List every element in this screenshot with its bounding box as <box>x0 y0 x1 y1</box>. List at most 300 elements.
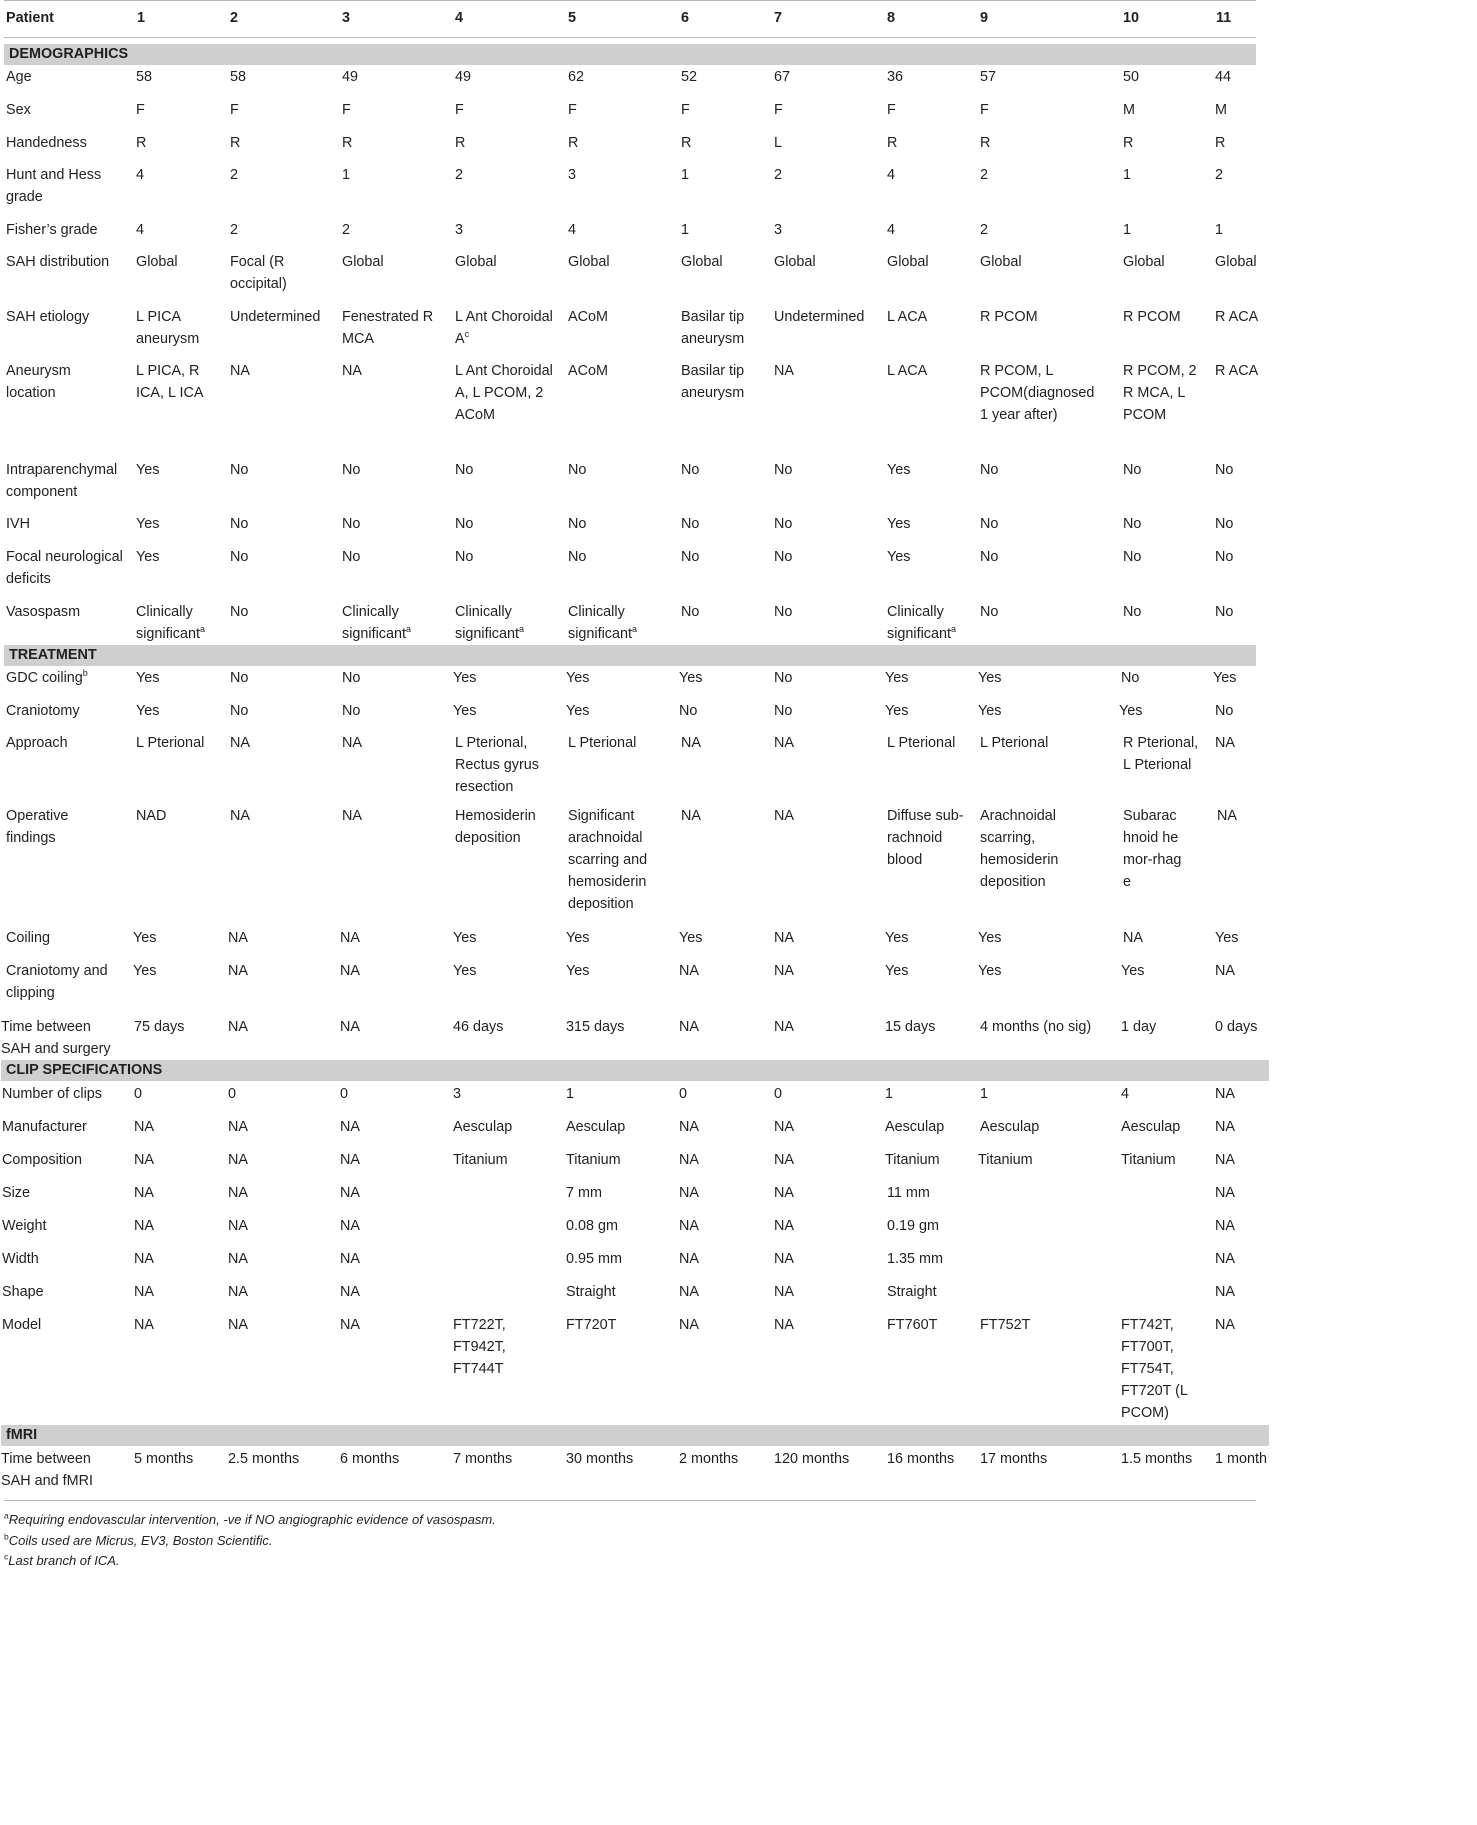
table-cell: No <box>774 670 793 686</box>
table-cell: 2 <box>1215 167 1224 183</box>
footnote-mark: b <box>82 668 88 679</box>
table-cell: 3 <box>453 1086 462 1102</box>
table-cell: 7 months <box>453 1451 513 1467</box>
table-cell: Yes <box>133 930 157 946</box>
table-cell: Yes <box>566 930 590 946</box>
table-cell: L Pterional <box>980 735 1049 751</box>
header-patient-2: 2 <box>230 10 239 26</box>
table-cell: NA <box>1215 1284 1235 1300</box>
cell-text: Clinically significant <box>136 604 200 642</box>
table-cell: No <box>342 703 361 719</box>
cell-text: Clinically significant <box>342 604 406 642</box>
table-cell: Yes <box>978 930 1002 946</box>
table-cell: NA <box>342 808 362 824</box>
table-cell: No <box>1123 462 1142 478</box>
table-cell: NA <box>228 963 248 979</box>
table-cell: NA <box>774 1185 794 1201</box>
row-label: Time between SAH and surgery <box>1 1019 111 1057</box>
row-label: Aneurysm location <box>6 363 71 401</box>
table-cell: No <box>455 462 474 478</box>
table-cell: 1 <box>566 1086 575 1102</box>
table-cell: NA <box>340 963 360 979</box>
table-cell: NA <box>774 930 794 946</box>
row-label: Weight <box>2 1218 47 1234</box>
row-label: Hunt and Hess grade <box>6 167 102 205</box>
table-cell: Yes <box>136 670 160 686</box>
table-cell: Yes <box>1119 703 1143 719</box>
table-cell: 0 <box>134 1086 143 1102</box>
table-cell: NA <box>679 1284 699 1300</box>
table-cell: 57 <box>980 69 997 85</box>
table-cell: 49 <box>342 69 359 85</box>
table-cell: Straight <box>887 1284 937 1300</box>
table-cell: Titanium <box>1121 1152 1176 1168</box>
table-cell: NA <box>342 735 362 751</box>
table-cell: NA <box>340 1317 360 1333</box>
table-cell: Yes <box>885 703 909 719</box>
table-cell: No <box>681 604 700 620</box>
table-cell: Yes <box>136 516 160 532</box>
footnote-b <box>4 1532 272 1550</box>
table-cell: R <box>681 135 692 151</box>
cell-text: L Ant Choroidal A <box>455 309 553 347</box>
table-cell: No <box>980 516 999 532</box>
table-cell: NA <box>340 1019 360 1035</box>
footnote-text: Coils used are Micrus, EV3, Boston Scientific. <box>8 1533 273 1548</box>
table-cell: Yes <box>978 670 1002 686</box>
table-cell: R PCOM <box>980 309 1038 325</box>
table-cell: No <box>980 462 999 478</box>
header-rule <box>4 37 1256 38</box>
table-cell: 4 <box>887 222 896 238</box>
table-cell: M <box>1123 102 1135 118</box>
header-patient: Patient <box>6 10 54 26</box>
table-cell: R PCOM, L PCOM(diagnosed 1 year after) <box>980 363 1095 423</box>
row-label: Intraparenchymal component <box>6 462 118 500</box>
table-cell: NA <box>134 1218 154 1234</box>
table-cell: 1 <box>980 1086 989 1102</box>
table-cell: No <box>681 549 700 565</box>
cell-text: Clinically significant <box>568 604 632 642</box>
header-patient-3: 3 <box>342 10 351 26</box>
table-cell: R <box>455 135 466 151</box>
table-cell: NA <box>679 1119 699 1135</box>
table-cell: 0 <box>774 1086 783 1102</box>
row-label: Operative findings <box>6 808 69 846</box>
table-cell: Global <box>136 254 178 270</box>
table-cell: Titanium <box>566 1152 621 1168</box>
table-cell: Titanium <box>885 1152 940 1168</box>
table-cell: NA <box>679 1152 699 1168</box>
header-patient-7: 7 <box>774 10 783 26</box>
table-cell: M <box>1215 102 1227 118</box>
table-cell: Global <box>455 254 497 270</box>
table-cell: NA <box>681 808 701 824</box>
table-cell: Focal (R occipital) <box>230 254 287 292</box>
table-cell: R <box>230 135 241 151</box>
header-patient-6: 6 <box>681 10 690 26</box>
row-label <box>6 667 88 689</box>
table-cell: NA <box>134 1251 154 1267</box>
table-cell: F <box>455 102 464 118</box>
table-cell: 4 months (no sig) <box>980 1019 1092 1035</box>
table-cell <box>455 306 555 350</box>
table-cell: 4 <box>136 167 145 183</box>
table-cell: ACoM <box>568 363 608 379</box>
table-cell: No <box>342 670 361 686</box>
table-cell: NA <box>774 735 794 751</box>
table-cell: R <box>980 135 991 151</box>
table-cell: No <box>980 549 999 565</box>
table-cell: NA <box>774 363 794 379</box>
row-label: Craniotomy <box>6 703 80 719</box>
table-cell: No <box>1215 604 1234 620</box>
table-cell: NA <box>342 363 362 379</box>
table-cell: Yes <box>679 930 703 946</box>
table-cell: NA <box>228 1152 248 1168</box>
table-cell: FT742T, FT700T, FT754T, FT720T (L PCOM) <box>1121 1317 1188 1421</box>
table-cell: Yes <box>136 462 160 478</box>
table-cell: 36 <box>887 69 904 85</box>
section-demographics-label: DEMOGRAPHICS <box>9 46 129 62</box>
footnote-mark: b <box>4 1531 9 1542</box>
table-cell: R <box>1123 135 1134 151</box>
table-cell: FT760T <box>887 1317 938 1333</box>
table-cell: L ACA <box>887 363 928 379</box>
table-cell: Yes <box>885 670 909 686</box>
section-treatment-bar <box>4 645 1256 666</box>
table-cell: F <box>342 102 351 118</box>
section-treatment-label: TREATMENT <box>9 647 97 663</box>
table-cell: Global <box>342 254 384 270</box>
footnote-text: Requiring endovascular intervention, -ve if NO angiographic evidence of vasospasm. <box>8 1512 496 1527</box>
table-cell: NA <box>1215 1218 1235 1234</box>
table-cell: Aesculap <box>1121 1119 1181 1135</box>
table-cell: No <box>230 703 249 719</box>
row-label: Vasospasm <box>6 604 81 620</box>
table-cell: R <box>568 135 579 151</box>
table-cell: NA <box>134 1119 154 1135</box>
table-cell: Yes <box>885 963 909 979</box>
table-cell: 15 days <box>885 1019 936 1035</box>
table-cell: Basilar tip aneurysm <box>681 309 745 347</box>
table-cell: No <box>681 516 700 532</box>
table-cell: 7 mm <box>566 1185 602 1201</box>
table-cell: 3 <box>455 222 464 238</box>
table-cell: Yes <box>887 462 911 478</box>
table-cell: Subarachnoid hemor-rhage <box>1123 808 1182 890</box>
table-cell: 0.95 mm <box>566 1251 622 1267</box>
table-cell: Yes <box>136 549 160 565</box>
table-cell: NA <box>134 1284 154 1300</box>
table-cell: Titanium <box>453 1152 508 1168</box>
table-cell: FT722T, FT942T, FT744T <box>453 1317 506 1377</box>
table-cell: Diffuse sub-rachnoid blood <box>887 808 964 868</box>
table-cell: L Pterional, Rectus gyrus resection <box>455 735 539 795</box>
table-cell: R <box>887 135 898 151</box>
section-clip-specifications-label: CLIP SPECIFICATIONS <box>6 1062 163 1078</box>
table-cell: 0 <box>340 1086 349 1102</box>
table-cell: 46 days <box>453 1019 504 1035</box>
table-cell: Basilar tip aneurysm <box>681 363 745 401</box>
table-cell: NA <box>134 1317 154 1333</box>
table-cell: Yes <box>453 703 477 719</box>
table-cell: L Ant Choroidal A, L PCOM, 2 ACoM <box>455 363 553 423</box>
table-cell: 0 days <box>1215 1019 1258 1035</box>
table-cell: 0.08 gm <box>566 1218 618 1234</box>
header-patient-1: 1 <box>137 10 146 26</box>
table-cell: No <box>774 549 793 565</box>
table-cell: ACoM <box>568 309 608 325</box>
footnote-mark: a <box>4 1510 9 1521</box>
table-cell: No <box>1123 604 1142 620</box>
section-fmri-label: fMRI <box>6 1427 38 1443</box>
table-cell: 0 <box>228 1086 237 1102</box>
table-cell: 0 <box>679 1086 688 1102</box>
table-cell: 4 <box>887 167 896 183</box>
table-cell: F <box>681 102 690 118</box>
table-cell: 1 <box>1123 167 1132 183</box>
row-label: Size <box>2 1185 30 1201</box>
table-cell: NA <box>1215 1086 1235 1102</box>
table-cell: 315 days <box>566 1019 625 1035</box>
table-cell: No <box>679 703 698 719</box>
row-label: Model <box>2 1317 42 1333</box>
table-cell: 120 months <box>774 1451 850 1467</box>
table-cell: NA <box>340 1185 360 1201</box>
table-cell: Global <box>1123 254 1165 270</box>
table-cell: Global <box>774 254 816 270</box>
table-cell: Yes <box>1215 930 1239 946</box>
table-cell: F <box>568 102 577 118</box>
table-cell: Yes <box>453 963 477 979</box>
table-cell: Arachnoidal scarring, hemosiderin deposition <box>980 808 1059 890</box>
table-cell: NA <box>228 1317 248 1333</box>
bottom-rule <box>4 1500 1256 1501</box>
table-cell: No <box>568 516 587 532</box>
row-label: Fisher’s grade <box>6 222 98 238</box>
table-cell: NA <box>1215 1152 1235 1168</box>
table-cell <box>342 601 427 645</box>
table-cell: L <box>774 135 783 151</box>
table-cell: NA <box>230 808 250 824</box>
table-cell: 1 <box>885 1086 894 1102</box>
table-cell: No <box>1121 670 1140 686</box>
table-cell <box>136 601 221 645</box>
row-label: Number of clips <box>2 1086 102 1102</box>
row-label: Focal neurological deficits <box>6 549 123 587</box>
table-cell: 1 <box>681 167 690 183</box>
row-label: Manufacturer <box>2 1119 87 1135</box>
table-cell: L PICA, R ICA, L ICA <box>136 363 204 401</box>
table-cell: Significant arachnoidal scarring and hemosiderin deposition <box>568 808 648 912</box>
table-cell: Global <box>681 254 723 270</box>
table-cell: 4 <box>568 222 577 238</box>
table-cell: Yes <box>566 670 590 686</box>
table-cell: NA <box>1215 1119 1235 1135</box>
table-cell: R PCOM, 2 R MCA, L PCOM <box>1123 363 1197 423</box>
table-cell: NA <box>1215 963 1235 979</box>
table-cell: F <box>136 102 145 118</box>
table-cell: No <box>455 516 474 532</box>
table-cell: 58 <box>230 69 247 85</box>
table-cell: 2 <box>774 167 783 183</box>
table-cell: F <box>230 102 239 118</box>
row-label: Shape <box>2 1284 44 1300</box>
table-cell: F <box>774 102 783 118</box>
footnote-mark: c <box>464 329 470 340</box>
row-label: Handedness <box>6 135 87 151</box>
table-cell: No <box>455 549 474 565</box>
table-cell: Yes <box>885 930 909 946</box>
table-cell: 3 <box>568 167 577 183</box>
table-cell: NA <box>679 1251 699 1267</box>
table-cell: R PCOM <box>1123 309 1181 325</box>
table-cell: Global <box>568 254 610 270</box>
table-cell: Yes <box>453 670 477 686</box>
table-cell: NAD <box>136 808 167 824</box>
table-cell: NA <box>230 735 250 751</box>
table-cell: 2 months <box>679 1451 739 1467</box>
footnote-mark: a <box>632 624 638 635</box>
row-label: Composition <box>2 1152 82 1168</box>
table-cell: 62 <box>568 69 585 85</box>
table-cell: NA <box>774 808 794 824</box>
table-cell: 2 <box>342 222 351 238</box>
table-cell: No <box>774 462 793 478</box>
table-cell: L Pterional <box>887 735 956 751</box>
footnote-a <box>4 1511 496 1529</box>
table-cell: 1.5 months <box>1121 1451 1193 1467</box>
table-cell: Yes <box>679 670 703 686</box>
table-cell: No <box>230 462 249 478</box>
table-cell: 2 <box>230 167 239 183</box>
table-cell: NA <box>774 963 794 979</box>
table-cell: Hemosiderin deposition <box>455 808 536 846</box>
table-cell: No <box>230 549 249 565</box>
table-cell: No <box>774 604 793 620</box>
table-cell: 2 <box>230 222 239 238</box>
table-cell: Titanium <box>978 1152 1033 1168</box>
table-cell: 0.19 gm <box>887 1218 939 1234</box>
table-cell: FT752T <box>980 1317 1031 1333</box>
cell-text: Clinically significant <box>887 604 951 642</box>
table-cell: NA <box>1217 808 1237 824</box>
top-rule <box>4 0 1256 1</box>
table-cell <box>568 601 653 645</box>
table-cell: 44 <box>1215 69 1232 85</box>
footnote-c <box>4 1552 120 1570</box>
table-cell: NA <box>228 1218 248 1234</box>
table-cell: 4 <box>136 222 145 238</box>
table-cell: 2.5 months <box>228 1451 300 1467</box>
table-cell: NA <box>228 1119 248 1135</box>
table-cell: NA <box>340 1119 360 1135</box>
header-patient-10: 10 <box>1123 10 1140 26</box>
row-label: Approach <box>6 735 68 751</box>
table-cell: 58 <box>136 69 153 85</box>
table-cell: NA <box>340 1218 360 1234</box>
table-cell: No <box>1123 516 1142 532</box>
table-cell: Yes <box>453 930 477 946</box>
table-cell: NA <box>1123 930 1143 946</box>
table-cell: No <box>1215 549 1234 565</box>
footnote-mark: a <box>406 624 412 635</box>
table-cell: 30 months <box>566 1451 634 1467</box>
table-cell: 67 <box>774 69 791 85</box>
table-cell: No <box>774 516 793 532</box>
header-patient-8: 8 <box>887 10 896 26</box>
table-cell: Aesculap <box>453 1119 513 1135</box>
table-cell: No <box>568 549 587 565</box>
row-label: Age <box>6 69 32 85</box>
table-cell: 52 <box>681 69 698 85</box>
table-cell: L ACA <box>887 309 928 325</box>
table-cell: F <box>887 102 896 118</box>
header-patient-9: 9 <box>980 10 989 26</box>
table-cell: No <box>681 462 700 478</box>
table-cell: No <box>568 462 587 478</box>
table-cell: No <box>230 516 249 532</box>
table-cell: Yes <box>133 963 157 979</box>
table-cell: NA <box>679 1317 699 1333</box>
table-cell: 50 <box>1123 69 1140 85</box>
row-label: Craniotomy and clipping <box>6 963 108 1001</box>
table-cell: No <box>1215 516 1234 532</box>
table-cell: Yes <box>887 549 911 565</box>
table-cell: No <box>774 703 793 719</box>
table-cell: NA <box>228 1251 248 1267</box>
table-cell: No <box>1215 703 1234 719</box>
table-cell: 49 <box>455 69 472 85</box>
table-cell: R <box>1215 135 1226 151</box>
row-label: IVH <box>6 516 30 532</box>
table-cell: No <box>1123 549 1142 565</box>
table-cell: No <box>342 516 361 532</box>
header-patient-4: 4 <box>455 10 464 26</box>
table-cell: NA <box>679 1019 699 1035</box>
table-cell: Global <box>980 254 1022 270</box>
table-cell: 17 months <box>980 1451 1048 1467</box>
table-cell: NA <box>228 1284 248 1300</box>
footnote-mark: a <box>200 624 206 635</box>
table-cell: Yes <box>1121 963 1145 979</box>
table-cell: NA <box>679 1218 699 1234</box>
section-demographics-bar <box>4 44 1256 65</box>
section-clip-specifications-bar <box>1 1060 1269 1081</box>
table-cell: 1 <box>1123 222 1132 238</box>
table-cell: Aesculap <box>566 1119 626 1135</box>
table-cell: No <box>230 604 249 620</box>
table-cell: 11 mm <box>887 1185 930 1201</box>
table-cell: NA <box>1215 1185 1235 1201</box>
table-cell: NA <box>679 963 699 979</box>
row-label: Width <box>2 1251 39 1267</box>
table-cell <box>455 601 540 645</box>
table-cell: NA <box>228 1019 248 1035</box>
section-fmri-bar <box>1 1425 1269 1446</box>
table-cell: Undetermined <box>230 309 321 325</box>
table-cell: NA <box>774 1019 794 1035</box>
table-cell: NA <box>774 1218 794 1234</box>
header-patient-5: 5 <box>568 10 577 26</box>
cell-text: GDC coiling <box>6 670 83 686</box>
row-label: Sex <box>6 102 31 118</box>
table-cell: Undetermined <box>774 309 865 325</box>
table-cell: 1 month <box>1215 1451 1267 1467</box>
table-cell: NA <box>679 1185 699 1201</box>
table-cell: NA <box>681 735 701 751</box>
